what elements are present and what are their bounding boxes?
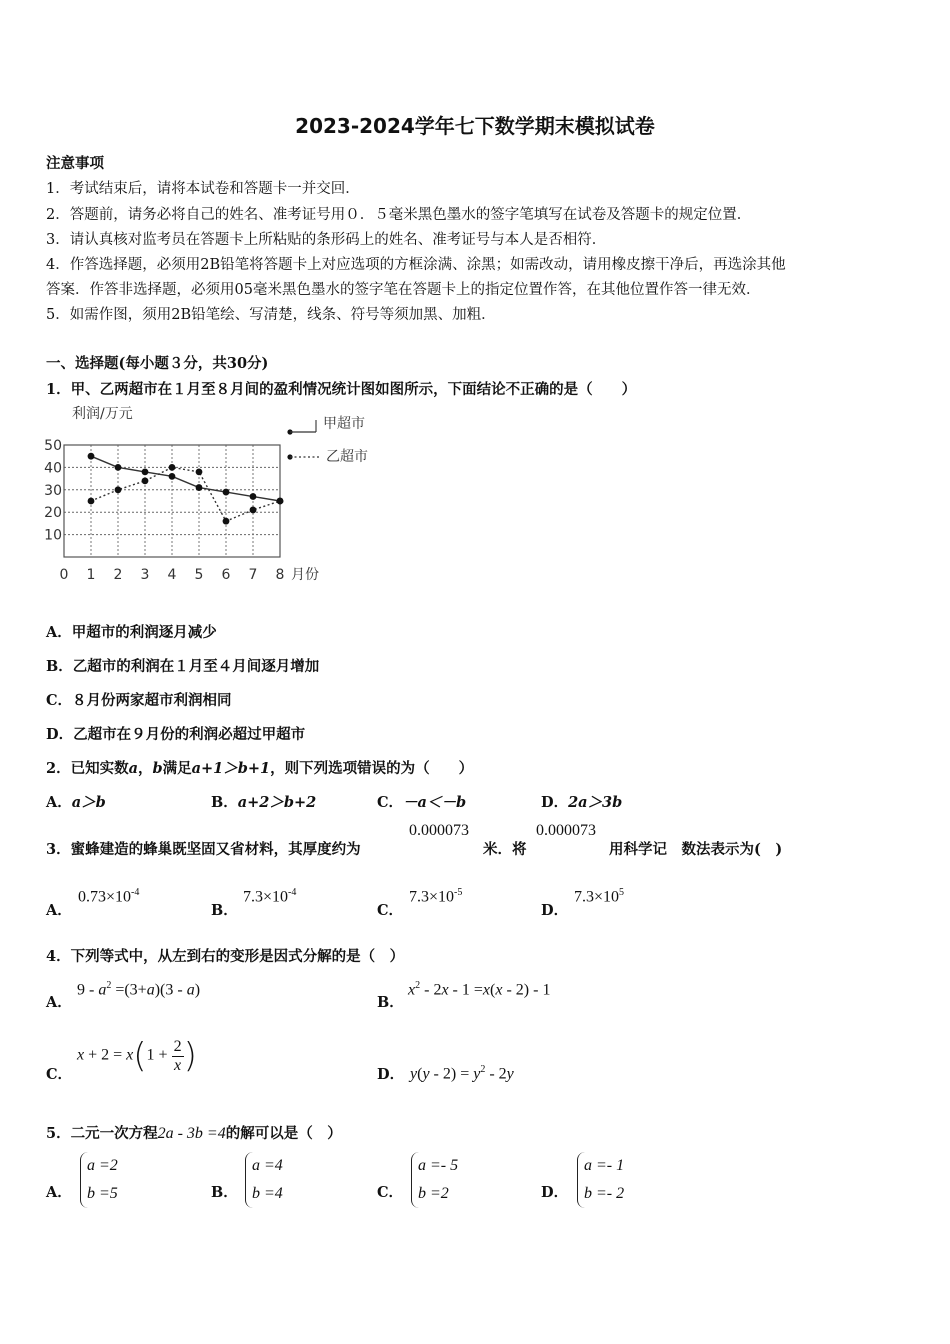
q3-option-d-expr: $7.3\times 10^5$ bbox=[574, 887, 625, 906]
q3-stem-part1: 3．蜜蜂建造的蜂巢既坚固又省材料，其厚度约为 bbox=[46, 841, 361, 858]
series-0-point-4 bbox=[169, 473, 176, 480]
q4-option-d-label: D． bbox=[377, 1066, 405, 1083]
x-tick-5: 5 bbox=[194, 567, 204, 583]
section-heading: 一、选择题(每小题３分，共30分) bbox=[46, 355, 269, 372]
q4-option-a-label: A． bbox=[46, 994, 72, 1011]
q5-option-c-label: C． bbox=[377, 1184, 404, 1201]
q5-option-b-label: B． bbox=[211, 1184, 238, 1201]
q2-option-a: A．a＞b bbox=[46, 794, 106, 811]
x-tick-0: 0 bbox=[59, 567, 69, 583]
y-tick-20: 20 bbox=[44, 505, 62, 522]
series-0-point-2 bbox=[115, 464, 122, 471]
q4-option-c-expr: x + 2 = x(1 + $\frac{2}{x}$ ) bbox=[77, 1036, 197, 1076]
y-tick-30: 30 bbox=[44, 482, 62, 499]
y-tick-10: 10 bbox=[44, 527, 62, 544]
q3-option-d-label: D． bbox=[541, 902, 569, 919]
q3-option-a-label: A． bbox=[46, 902, 72, 919]
q3-stem-part2: 米．将 bbox=[483, 841, 527, 858]
series-layer bbox=[88, 453, 284, 525]
q3-value-2: 0.000073 bbox=[536, 822, 596, 839]
series-1-point-5 bbox=[196, 468, 203, 475]
legend-label-jia: 甲超市 bbox=[323, 416, 365, 432]
q2-stem: 2．已知实数a，b满足a+1＞b+1，则下列选项错误的为（ ） bbox=[46, 760, 474, 777]
page-title: 2023-2024学年七下数学期末模拟试卷 bbox=[295, 114, 655, 138]
notice-item-4-cont: 答案．作答非选择题，必须用05毫米黑色墨水的签字笔在答题卡上的指定位置作答，在其他位置作答一律无效． bbox=[46, 282, 761, 298]
q1-option-b: B．乙超市的利润在１月至４月间逐月增加 bbox=[46, 658, 320, 675]
q2-option-d: D．2a＞3b bbox=[541, 794, 623, 811]
series-1-point-4 bbox=[169, 464, 176, 471]
q5-option-d-system: a =- 1 b =- 2 bbox=[577, 1152, 624, 1208]
x-tick-3: 3 bbox=[140, 567, 150, 583]
q5-stem: 5．二元一次方程2a - 3b =4的解可以是（ ） bbox=[46, 1125, 342, 1142]
chart-ylabel: 利润/万元 bbox=[72, 406, 133, 422]
q5-option-d-label: D． bbox=[541, 1184, 569, 1201]
q1-option-a: A．甲超市的利润逐月减少 bbox=[46, 624, 217, 641]
y-tick-labels bbox=[44, 438, 62, 544]
x-tick-1: 1 bbox=[86, 567, 96, 583]
series-0-point-6 bbox=[223, 489, 230, 496]
q4-option-d-expr: $y(y - 2) = y^2 - 2y$ bbox=[410, 1064, 514, 1083]
q5-option-a-system: a =2 b =5 bbox=[80, 1152, 118, 1208]
y-tick-50: 50 bbox=[44, 438, 62, 454]
chart-legend bbox=[287, 415, 368, 465]
q3-option-c-expr: $7.3\times 10^{-5}$ bbox=[409, 887, 463, 906]
x-tick-8: 8 bbox=[275, 567, 285, 583]
legend-label-yi: 乙超市 bbox=[326, 449, 368, 465]
series-0-point-3 bbox=[142, 468, 149, 475]
series-1-point-2 bbox=[115, 486, 122, 493]
series-0-point-5 bbox=[196, 484, 203, 491]
series-1-point-6 bbox=[223, 518, 230, 525]
series-1-point-1 bbox=[88, 498, 95, 505]
q1-option-c: C．８月份两家超市利润相同 bbox=[46, 692, 232, 709]
profit-line-chart bbox=[40, 396, 368, 592]
notice-item-5: 5．如需作图，须用2B铅笔绘、写清楚，线条、符号等须加黑、加粗． bbox=[46, 307, 496, 323]
q4-stem: 4．下列等式中，从左到右的变形是因式分解的是（ ） bbox=[46, 948, 405, 965]
x-tick-6: 6 bbox=[221, 567, 231, 583]
q4-option-a-expr: $9 - a^2 =(3+a)(3 - a)$ bbox=[77, 980, 201, 999]
q3-option-b-expr: $7.3\times 10^{-4}$ bbox=[243, 887, 297, 906]
q2-option-c: C．－a＜－b bbox=[377, 794, 467, 811]
notice-item-2: 2．答题前，请务必将自己的姓名、准考证号用０．５毫米黑色墨水的签字笔填写在试卷及答题卡的规定位置． bbox=[46, 207, 752, 223]
notice-item-1: 1．考试结束后，请将本试卷和答题卡一并交回． bbox=[46, 181, 360, 197]
q3-stem-part3: 用科学记 数法表示为( ) bbox=[609, 841, 783, 858]
q3-value-1: 0.000073 bbox=[409, 822, 469, 839]
notice-item-4: 4．作答选择题，必须用2B铅笔将答题卡上对应选项的方框涂满、涂黑；如需改动，请用橡皮擦干净后，再选涂其他 bbox=[46, 257, 786, 273]
series-0-point-1 bbox=[88, 453, 95, 460]
q5-option-a-label: A． bbox=[46, 1184, 72, 1201]
x-tick-labels bbox=[60, 567, 285, 583]
series-1-point-7 bbox=[250, 507, 257, 514]
q2-option-b: B．a+2＞b+2 bbox=[211, 794, 317, 811]
q5-option-c-system: a =- 5 b =2 bbox=[411, 1152, 458, 1208]
q3-option-c-label: C． bbox=[377, 902, 404, 919]
q3-option-a-expr: $0.73\times 10^{-4}$ bbox=[78, 887, 140, 906]
y-tick-40: 40 bbox=[44, 460, 62, 477]
series-0-point-7 bbox=[250, 493, 257, 500]
chart-grid bbox=[64, 445, 280, 557]
q4-option-c-label: C． bbox=[46, 1066, 73, 1083]
x-tick-7: 7 bbox=[248, 567, 258, 583]
notice-item-3: 3．请认真核对监考员在答题卡上所粘贴的条形码上的姓名、准考证号与本人是否相符． bbox=[46, 232, 607, 248]
x-tick-4: 4 bbox=[167, 567, 177, 583]
q5-option-b-system: a =4 b =4 bbox=[245, 1152, 283, 1208]
q1-option-d: D．乙超市在９月份的利润必超过甲超市 bbox=[46, 726, 306, 743]
q4-option-b-expr: $x^2 - 2x - 1 =x(x - 2) - 1$ bbox=[408, 980, 551, 999]
q4-option-b-label: B． bbox=[377, 994, 404, 1011]
q1-stem: 1．甲、乙两超市在１月至８月间的盈利情况统计图如图所示，下面结论不正确的是（ ） bbox=[46, 381, 637, 398]
series-1-point-8 bbox=[277, 498, 284, 505]
chart-xlabel: 月份 bbox=[291, 567, 319, 583]
series-1-point-3 bbox=[142, 477, 149, 484]
notice-heading: 注意事项 bbox=[46, 155, 104, 172]
q3-option-b-label: B． bbox=[211, 902, 238, 919]
x-tick-2: 2 bbox=[113, 567, 123, 583]
